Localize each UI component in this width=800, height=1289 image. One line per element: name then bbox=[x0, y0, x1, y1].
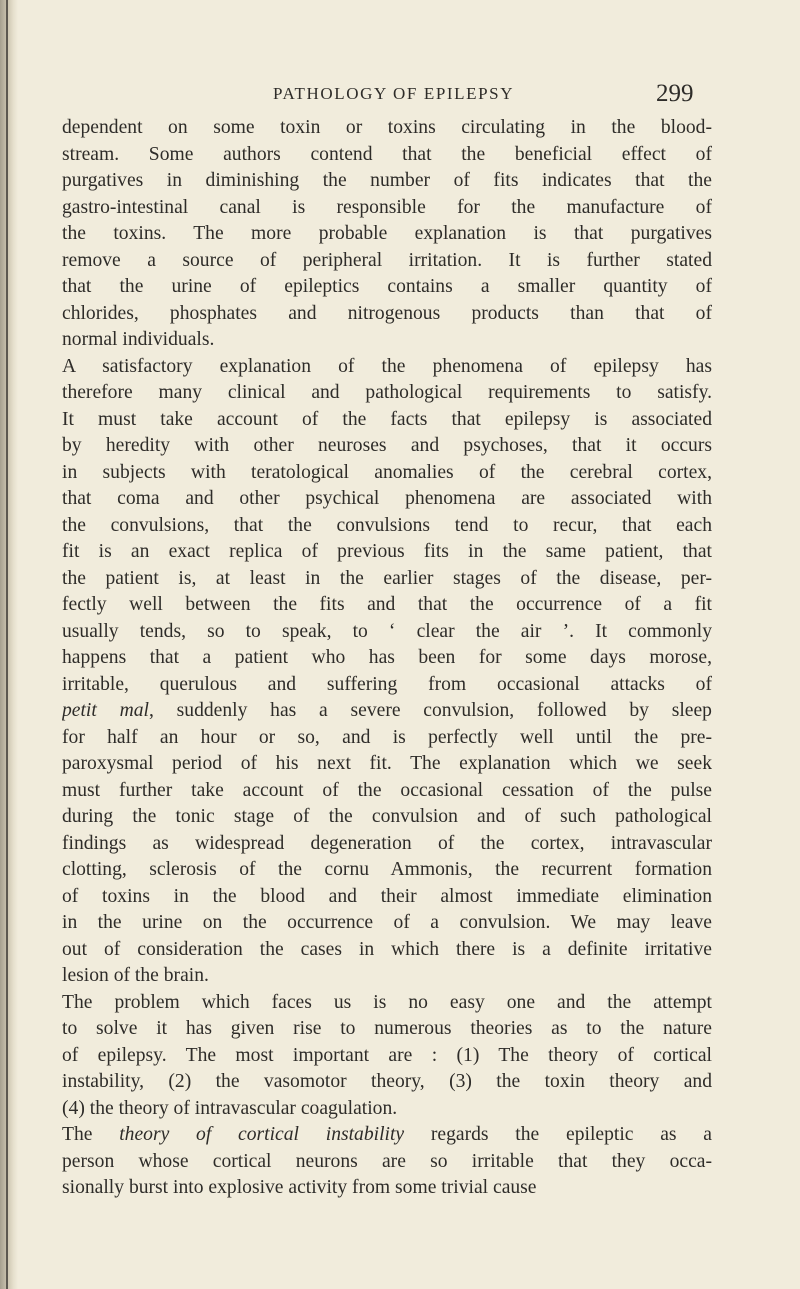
text-line-petit-mal bbox=[62, 698, 712, 725]
text-line: gastro-intestinal canal is responsible for the manufacture of bbox=[62, 196, 712, 218]
text-line: happens that a patient who has been for some days morose, bbox=[62, 647, 712, 668]
page-number: 299 bbox=[656, 80, 694, 107]
text-line: chlorides, phosphates and nitrogenous products than that of bbox=[62, 302, 712, 324]
paragraph-end-line: (4) the theory of intravascular coagulation. bbox=[62, 1097, 398, 1119]
text-line: instability, (2) the vasomotor theory, (3) the toxin theory and bbox=[62, 1071, 712, 1092]
text-line: fit is an exact replica of previous fits in the same patient, that bbox=[62, 541, 712, 562]
text-line: findings as widespread degeneration of the cortex, intravascular bbox=[62, 832, 712, 854]
theory-line-start: The bbox=[62, 1124, 93, 1145]
italic-petit-mal: petit mal bbox=[62, 700, 149, 721]
text-line: usually tends, so to speak, to ‘ clear the air ’. It commonly bbox=[62, 620, 712, 642]
running-title: PATHOLOGY OF EPILEPSY bbox=[273, 84, 515, 103]
text-line: in the urine on the occurrence of a convulsion. We may leave bbox=[62, 912, 712, 933]
text-line: in subjects with teratological anomalies of the cerebral cortex, bbox=[62, 461, 712, 483]
page-header bbox=[0, 79, 800, 109]
petit-mal-line-rest: , suddenly has a severe convulsion, followed by sleep bbox=[148, 700, 712, 721]
text-line: the toxins. The more probable explanation is that purgatives bbox=[62, 223, 712, 244]
text-line: paroxysmal period of his next fit. The explanation which we seek bbox=[62, 753, 712, 774]
text-line: stream. Some authors contend that the beneficial effect of bbox=[62, 143, 712, 165]
text-line: of toxins in the blood and their almost immediate elimination bbox=[62, 885, 712, 907]
text-line: fectly well between the fits and that the occurrence of a fit bbox=[62, 594, 712, 615]
text-line: for half an hour or so, and is perfectly well until the pre- bbox=[62, 726, 712, 748]
book-spine-shadow bbox=[0, 0, 18, 1289]
paragraph-end-line: normal individuals. bbox=[62, 329, 215, 350]
text-line: the patient is, at least in the earlier stages of the disease, per- bbox=[62, 567, 712, 589]
text-line: of epilepsy. The most important are : (1) The theory of cortical bbox=[62, 1044, 712, 1066]
text-line: therefore many clinical and pathological requirements to satisfy. bbox=[62, 382, 712, 403]
text-line: It must take account of the facts that epilepsy is associated bbox=[62, 408, 712, 430]
text-line: by heredity with other neuroses and psychoses, that it occurs bbox=[62, 435, 712, 456]
text-line: out of consideration the cases in which there is a definite irritative bbox=[62, 938, 712, 960]
book-gutter-line bbox=[6, 0, 8, 1289]
paragraph-start-line: The problem which faces us is no easy one and the attempt bbox=[62, 991, 712, 1013]
text-line: to solve it has given rise to numerous theories as to the nature bbox=[62, 1018, 712, 1039]
text-line: clotting, sclerosis of the cornu Ammonis, the recurrent formation bbox=[62, 859, 712, 880]
text-line-theory bbox=[62, 1122, 712, 1149]
text-line: that the urine of epileptics contains a smaller quantity of bbox=[62, 276, 712, 297]
paragraph-start-line: A satisfactory explanation of the phenomena of epilepsy has bbox=[62, 355, 712, 377]
theory-line-end: regards the epileptic as a bbox=[430, 1124, 712, 1145]
text-line: the convulsions, that the convulsions tend to recur, that each bbox=[62, 514, 712, 536]
italic-theory-of-cortical-instability: theory of cortical instability bbox=[119, 1124, 405, 1145]
body-text bbox=[62, 115, 712, 1202]
text-line: remove a source of peripheral irritation. It is further stated bbox=[62, 249, 712, 271]
text-line: dependent on some toxin or toxins circulating in the blood- bbox=[62, 117, 712, 138]
paragraph-end-line: lesion of the brain. bbox=[62, 965, 209, 986]
text-line: that coma and other psychical phenomena are associated with bbox=[62, 488, 712, 509]
text-line: person whose cortical neurons are so irritable that they occa- bbox=[62, 1150, 712, 1172]
text-line: must further take account of the occasional cessation of the pulse bbox=[62, 779, 712, 801]
text-line: during the tonic stage of the convulsion and of such pathological bbox=[62, 806, 712, 827]
text-line: purgatives in diminishing the number of fits indicates that the bbox=[62, 170, 712, 191]
text-line: irritable, querulous and suffering from occasional attacks of bbox=[62, 673, 712, 695]
text-line: sionally burst into explosive activity from some trivial cause bbox=[62, 1177, 537, 1198]
